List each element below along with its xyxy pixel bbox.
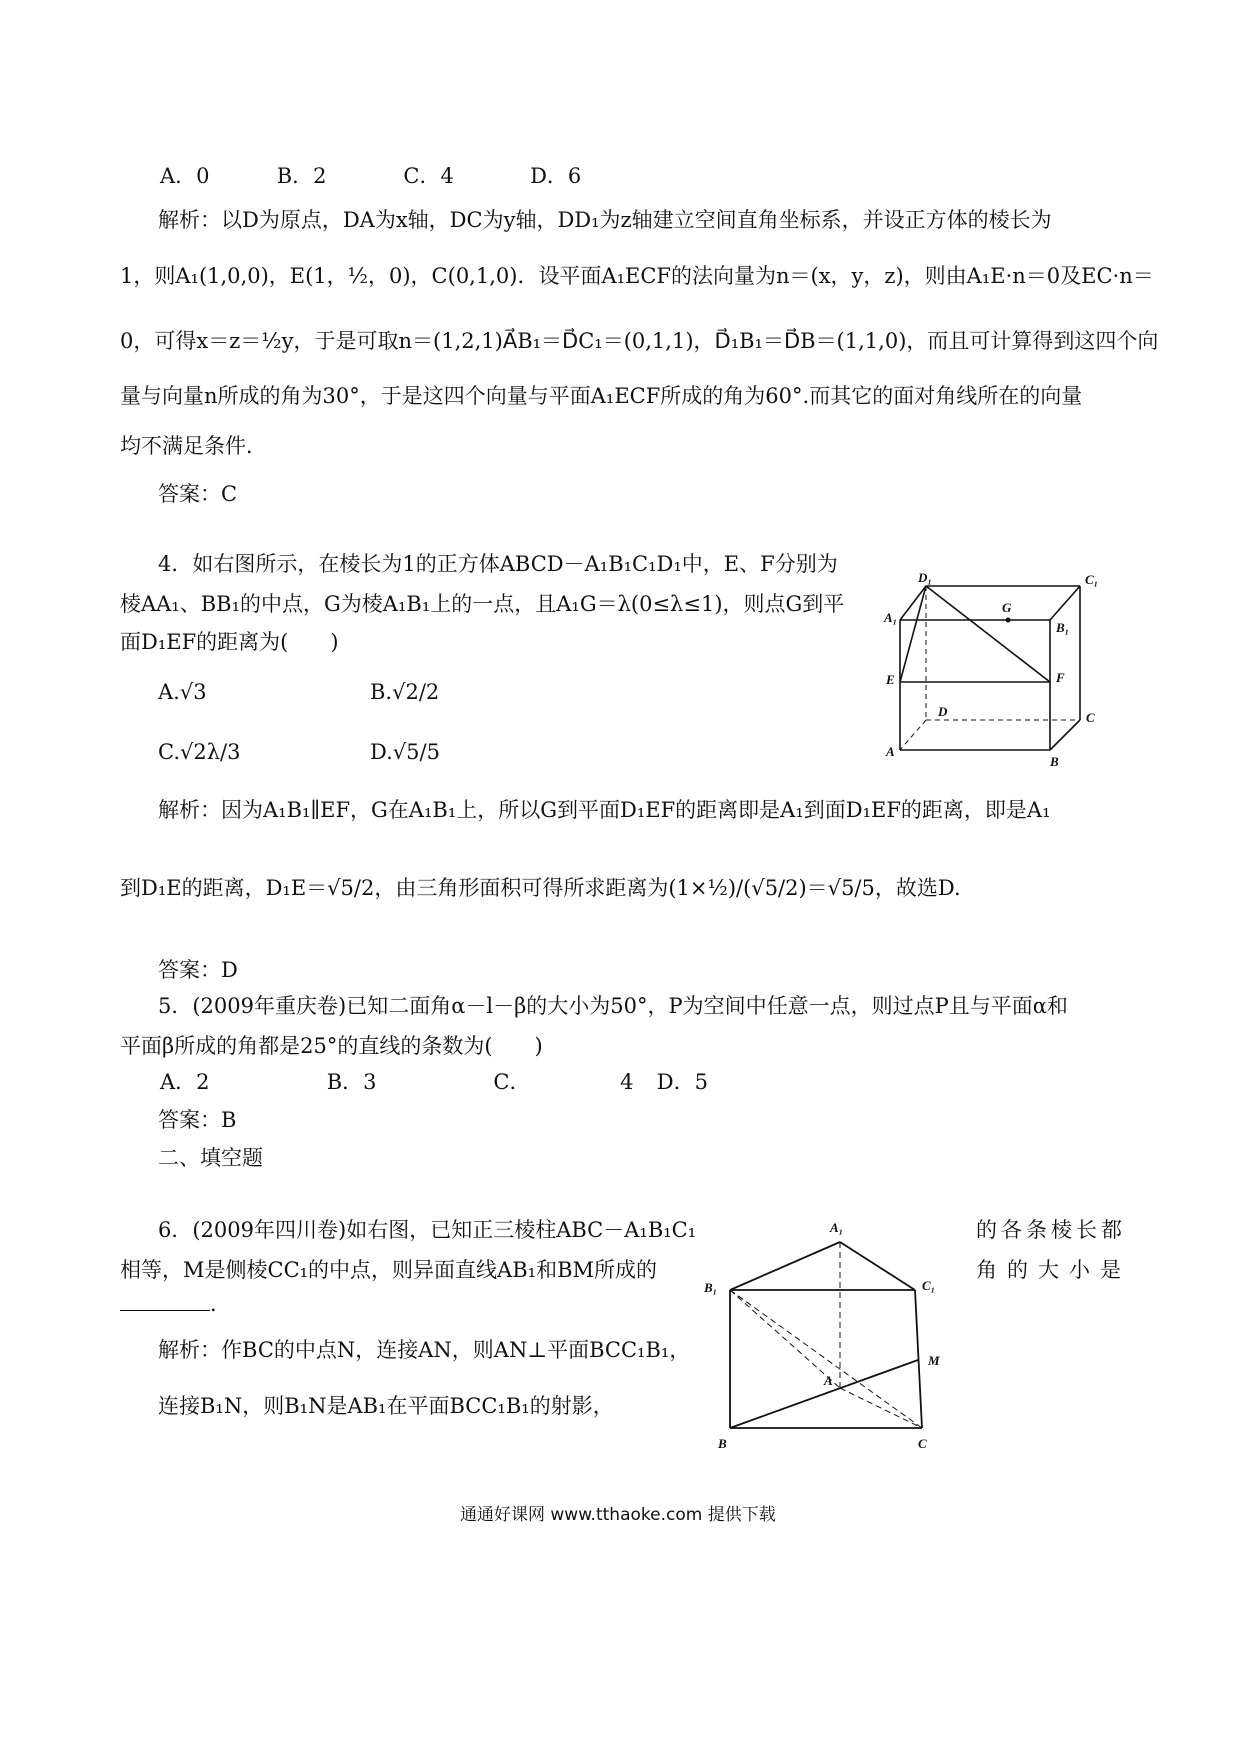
q6-answer-blank[interactable] (120, 1292, 210, 1311)
q3-option-d: D．6 (530, 164, 582, 188)
q6-label-a: A (824, 1373, 833, 1388)
q6-analysis-line-2: 连接B₁N，则B₁N是AB₁在平面BCC₁B₁的射影， (158, 1394, 614, 1418)
q6-label-b: B (718, 1436, 727, 1451)
q3-analysis-line-5: 均不满足条件． (120, 434, 267, 458)
q4-label-a: A (886, 744, 895, 759)
q6-stem-line-1: 6．(2009年四川卷)如右图，已知正三棱柱ABC－A₁B₁C₁ (158, 1218, 697, 1242)
q4-label-d1: D₁ (918, 570, 932, 585)
section-heading: 二、填空题 (158, 1146, 263, 1170)
q6-label-c1: C₁ (922, 1278, 936, 1293)
q6-label-a1: A₁ (830, 1220, 844, 1235)
q5-stem-line-1: 5．(2009年重庆卷)已知二面角α－l－β的大小为50°，P为空间中任意一点，则过点P且与平面α和 (158, 994, 1068, 1018)
q4-label-c1: C₁ (1085, 572, 1099, 587)
q4-cube-figure (880, 570, 1130, 780)
q4-option-a: A.√3 (158, 680, 207, 704)
q3-option-a: A．0 (160, 164, 210, 188)
q6-label-m: M (928, 1353, 940, 1368)
q6-stem-line-2-right: 角的大小是 (976, 1258, 1131, 1282)
q3-analysis-line-3: 0，可得x＝z＝½y，于是可取n＝(1,2,1)A⃗B₁＝D⃗C₁＝(0,1,1)，D⃗₁B₁＝D⃗B＝(1,1,0)，而且可计算得到这四个向 (120, 329, 1159, 353)
q4-option-b: B.√2/2 (370, 680, 440, 704)
q3-analysis-line-1 (158, 204, 1052, 234)
q4-label-e: E (886, 672, 895, 687)
q5-option-c-value: 4 (620, 1070, 634, 1094)
q4-label-d: D (938, 704, 948, 719)
page-footer: 通通好课网 www.tthaoke.com 提供下载 (460, 1505, 776, 1525)
q5-stem-line-2: 平面β所成的角都是25°的直线的条数为( ) (120, 1034, 543, 1058)
q6-stem-line-1-right: 的各条棱长都 (976, 1218, 1126, 1242)
q4-stem-line-3: 面D₁EF的距离为( ) (120, 630, 339, 654)
q6-stem-end: ． (210, 1292, 231, 1316)
q4-stem-line-1: 4．如右图所示，在棱长为1的正方体ABCD－A₁B₁C₁D₁中，E、F分别为 (158, 552, 838, 576)
q4-option-d: D.√5/5 (370, 740, 440, 764)
q4-analysis-line-2: 到D₁E的距离，D₁E＝√5/2，由三角形面积可得所求距离为(1×½)/(√5/2)＝√5/5，故选D. (120, 876, 961, 900)
q4-label-c: C (1086, 710, 1095, 725)
q4-analysis-line-1: 解析：因为A₁B₁∥EF，G在A₁B₁上，所以G到平面D₁EF的距离即是A₁到面D₁EF的距离，即是A₁ (158, 798, 1051, 822)
q6-stem-line-3 (120, 1288, 231, 1318)
q5-option-b: B．3 (326, 1070, 377, 1094)
q5-options (160, 1066, 708, 1096)
q3-options (160, 160, 581, 190)
q5-option-c: C． (493, 1070, 531, 1094)
q3-answer: 答案：C (158, 482, 238, 506)
q4-answer: 答案：D (158, 958, 238, 982)
q3-analysis-label: 解析： (158, 208, 221, 232)
q4-label-f: F (1056, 670, 1065, 685)
q6-prism-figure (700, 1210, 980, 1470)
q4-label-b1: B₁ (1056, 620, 1070, 635)
q4-label-b: B (1050, 754, 1059, 769)
q3-option-b: B．2 (276, 164, 327, 188)
q3-analysis-text-1: 以D为原点，DA为x轴，DC为y轴，DD₁为z轴建立空间直角坐标系，并设正方体的棱长为 (221, 208, 1052, 232)
q4-label-g: G (1002, 600, 1012, 615)
q4-label-a1: A₁ (884, 610, 898, 625)
q6-label-c: C (918, 1436, 927, 1451)
q6-stem-line-2: 相等，M是侧棱CC₁的中点，则异面直线AB₁和BM所成的 (120, 1258, 658, 1282)
q6-analysis-line-1: 解析：作BC的中点N，连接AN，则AN⊥平面BCC₁B₁， (158, 1338, 691, 1362)
q6-label-b1: B₁ (704, 1280, 718, 1295)
q5-option-d: D．5 (656, 1070, 708, 1094)
q5-answer: 答案：B (158, 1108, 237, 1132)
q4-option-c: C.√2λ/3 (158, 740, 241, 764)
q3-analysis-line-2: 1，则A₁(1,0,0)，E(1，½，0)，C(0,1,0)．设平面A₁ECF的法向量为n＝(x，y，z)，则由A₁E·n＝0及EC·n＝ (120, 264, 1154, 288)
q3-option-c: C．4 (403, 164, 454, 188)
q5-option-a: A．2 (160, 1070, 210, 1094)
q3-analysis-line-4: 量与向量n所成的角为30°，于是这四个向量与平面A₁ECF所成的角为60°.而其它的面对角线所在的向量 (120, 384, 1083, 408)
q4-stem-line-2: 棱AA₁、BB₁的中点，G为棱A₁B₁上的一点，且A₁G＝λ(0≤λ≤1)，则点G到平 (120, 592, 845, 616)
